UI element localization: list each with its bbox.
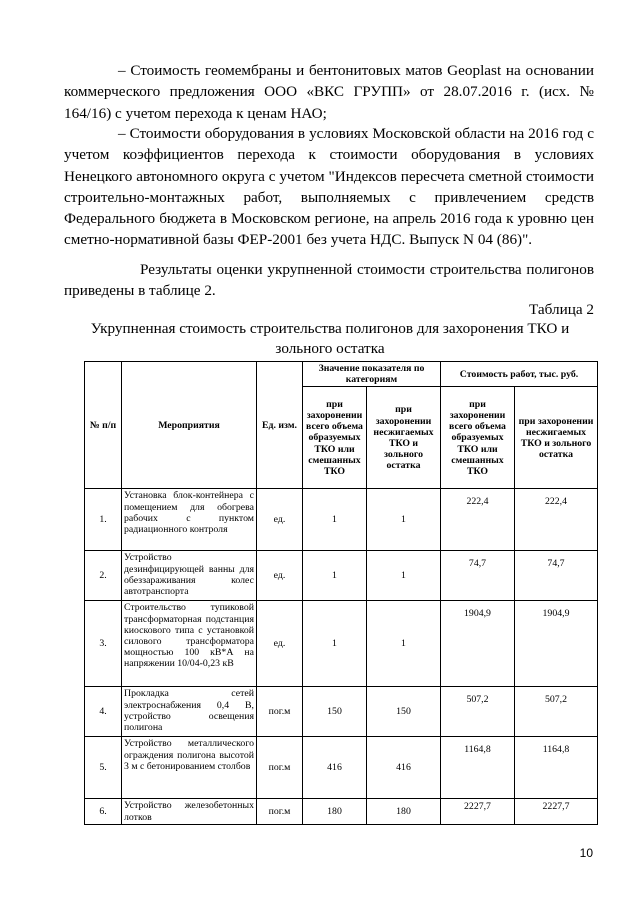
row-cost-tko: 1904,9 (441, 601, 515, 687)
header-unit: Ед. изм. (257, 362, 303, 489)
row-unit: ед. (257, 601, 303, 687)
row-num: 2. (85, 551, 122, 601)
header-measure: Мероприятия (122, 362, 257, 489)
row-cost-ash: 1904,9 (515, 601, 598, 687)
row-unit: пог.м (257, 687, 303, 737)
row-cost-tko: 507,2 (441, 687, 515, 737)
row-value-ash: 180 (367, 799, 441, 825)
header-group-cost: Стоимость работ, тыс. руб. (441, 362, 598, 387)
row-measure: Строительство тупиковой трансформаторная подстанция киоскового типа с установкой силового трансформатора мощностью 100 кВ*А на напряжении 10/04-0,23 кВ (122, 601, 257, 687)
row-num: 5. (85, 737, 122, 799)
row-value-tko: 416 (303, 737, 367, 799)
row-value-tko: 1 (303, 489, 367, 551)
header-cost-ash: при захоронении несжигаемых ТКО и зольного остатка (515, 387, 598, 489)
row-cost-ash: 1164,8 (515, 737, 598, 799)
table-row (85, 687, 598, 737)
row-unit: ед. (257, 489, 303, 551)
row-value-ash: 150 (367, 687, 441, 737)
row-unit: пог.м (257, 737, 303, 799)
row-measure: Устройство дезинфицирующей ванны для обеззараживания колес автотранспорта (122, 551, 257, 601)
row-num: 3. (85, 601, 122, 687)
row-value-tko: 1 (303, 601, 367, 687)
table-row (85, 601, 598, 687)
row-value-tko: 150 (303, 687, 367, 737)
row-cost-ash: 222,4 (515, 489, 598, 551)
row-value-ash: 1 (367, 601, 441, 687)
header-group-value: Значение показателя по категориям (303, 362, 441, 387)
row-num: 1. (85, 489, 122, 551)
row-cost-tko: 2227,7 (441, 799, 515, 825)
row-cost-tko: 222,4 (441, 489, 515, 551)
table-row (85, 551, 598, 601)
page-number: 10 (579, 846, 593, 860)
table-row (85, 737, 598, 799)
row-cost-tko: 74,7 (441, 551, 515, 601)
paragraph-equipment-cost: – Стоимости оборудования в условиях Московской области на 2016 год с учетом коэффициентов перехода к стоимости оборудования в условиях Ненецкого автономного округа с учетом "Индексов пересчета сметной стоимости строительно-монтажных работ, выполняемых с привлечением средств Федерального бюджета в Московском регионе, на апрель 2016 года к уровню цен сметно-нормативной базы ФЕР-2001 без учета НДС. Выпуск N 04 (86)". (64, 125, 594, 249)
row-cost-ash: 2227,7 (515, 799, 598, 825)
table-caption: Таблица 2 (529, 301, 594, 318)
row-unit: ед. (257, 551, 303, 601)
row-unit: пог.м (257, 799, 303, 825)
header-cost-tko: при захоронении всего объема образуемых ТКО или смешанных ТКО (441, 387, 515, 489)
row-cost-ash: 507,2 (515, 687, 598, 737)
row-value-tko: 180 (303, 799, 367, 825)
row-num: 4. (85, 687, 122, 737)
row-cost-tko: 1164,8 (441, 737, 515, 799)
table-title: Укрупненная стоимость строительства полигонов для захоронения ТКО и зольного остатка (90, 320, 570, 357)
paragraph-geomembrane-cost: – Стоимость геомембраны и бентонитовых матов Geoplast на основании коммерческого предложения ООО «ВКС ГРУПП» от 28.07.2016 г. (исх. № 164/16) с учетом перехода к ценам НАО; (64, 62, 594, 122)
row-value-ash: 416 (367, 737, 441, 799)
row-value-ash: 1 (367, 551, 441, 601)
paragraph-results: Результаты оценки укрупненной стоимости строительства полигонов приведены в таблице 2. (64, 261, 594, 300)
table-row (85, 489, 598, 551)
row-cost-ash: 74,7 (515, 551, 598, 601)
row-value-tko: 1 (303, 551, 367, 601)
header-val-tko: при захоронении всего объема образуемых ТКО или смешанных ТКО (303, 387, 367, 489)
cost-table (84, 361, 598, 825)
row-num: 6. (85, 799, 122, 825)
row-measure: Прокладка сетей электроснабжения 0,4 В, устройство освещения полигона (122, 687, 257, 737)
row-value-ash: 1 (367, 489, 441, 551)
row-measure: Устройство металлического ограждения полигона высотой 3 м с бетонированием столбов (122, 737, 257, 799)
row-measure: Установка блок-контейнера с помещением для обогрева рабочих с пунктом радиационного контроля (122, 489, 257, 551)
table-row (85, 799, 598, 825)
row-measure: Устройство железобетонных лотков (122, 799, 257, 825)
header-val-ash: при захоронении несжигаемых ТКО и зольного остатка (367, 387, 441, 489)
header-num: № п/п (85, 362, 122, 489)
